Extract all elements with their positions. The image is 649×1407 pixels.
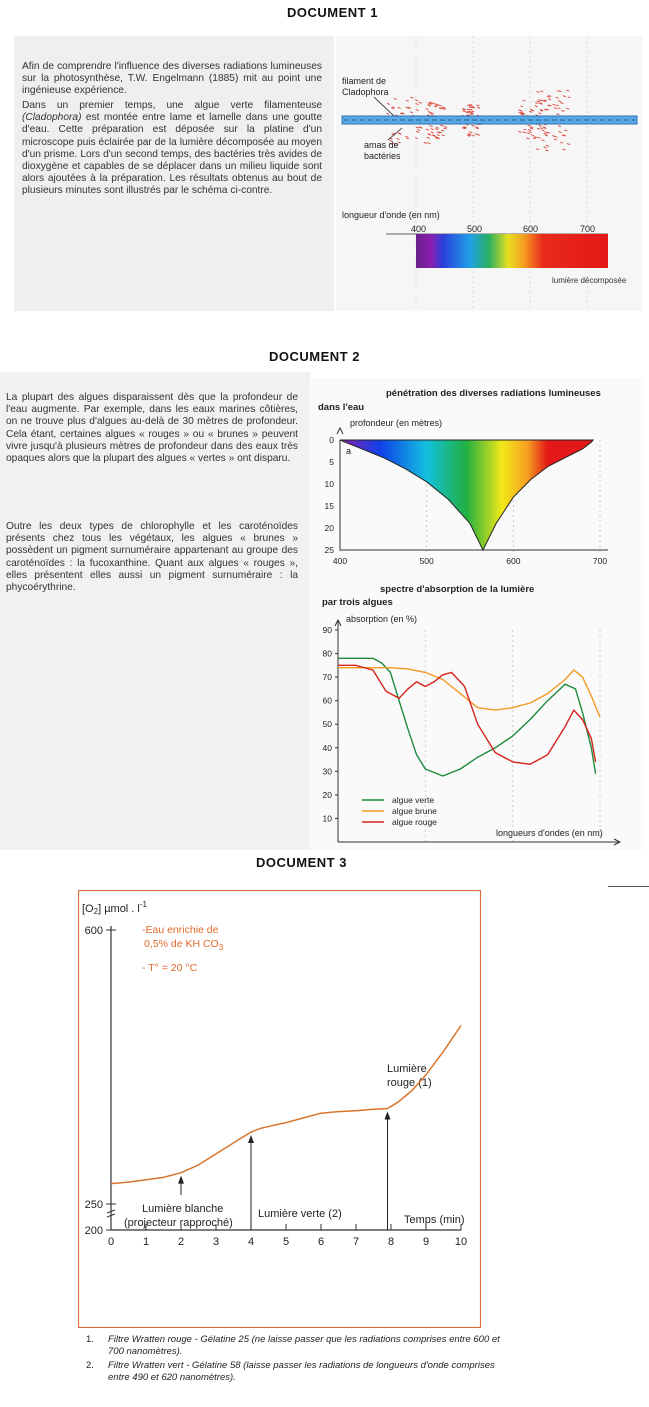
depth-chart-ylabel: profondeur (en mètres): [350, 418, 443, 428]
depth-penetration-chart: [310, 378, 644, 578]
absorption-chart-title-1: spectre d'absorption de la lumière: [380, 584, 535, 595]
doc1-title: DOCUMENT 1: [287, 5, 378, 20]
absorption-y-tick-label: 80: [322, 648, 332, 659]
footnote-1-text: Filtre Wratten rouge - Gélatine 25 (ne laisse passer que les radiations comprises entre 600 et 700 nanomètres).: [108, 1334, 500, 1357]
doc2-pigment-paragraph: Outre les deux types de chlorophylle et les caroténoïdes présents chez tous les végétaux, les algues « brunes » possèdent un pigment surnuméraire appartenant au groupe des caroténoïdes : la fucoxanthine. Quant aux algues « rouges », elles présentent elles aussi un pigment surnuméraire : la phycoérythrine.: [6, 521, 298, 594]
oxygen-y-tick-label: 200: [84, 1225, 103, 1237]
depth-y-tick-label: 5: [329, 457, 334, 467]
oxygen-x-tick-label: 3: [212, 1236, 220, 1248]
depth-chart-marker: a: [346, 446, 352, 456]
event-white-light-2: (projecteur rapproché): [124, 1217, 233, 1229]
oxygen-y-tick-label: 250: [84, 1199, 103, 1211]
oxygen-chart-ylabel: [O2] µmol . $l^{-1}$: [82, 900, 147, 916]
spectrum-label: lumière décomposée: [552, 276, 627, 285]
footnote-1: [86, 1334, 516, 1358]
doc1-method-text-c: est montée entre lame et lamelle dans une goutte d'eau. Cette préparation est déposée sur la platine d'un microscope puis éclairée par de la lumière décomposée au moyen d'un prisme. Lors d'un second temps, des bactéries très avides de dioxygène et capables de se déplacer dans un milieu liquide sont alors ajoutées à la préparation. Les résultats obtenus au bout de plusieurs minutes sont illustrés par le schéma ci-contre.: [22, 112, 322, 197]
depth-y-tick-label: 25: [324, 545, 334, 555]
oxygen-x-tick-label: 5: [282, 1236, 290, 1248]
wavelength-tick-400: 400: [411, 224, 427, 234]
event-white-light-1: Lumière blanche: [142, 1203, 224, 1215]
wavelength-tick-700: 700: [580, 224, 596, 234]
depth-x-tick-label: 700: [592, 556, 608, 566]
doc1-method-text-a: Dans un premier temps, une algue verte filamenteuse: [22, 100, 322, 111]
footnote-2-text: Filtre Wratten vert - Gélatine 58 (laisse passer les radiations de longueurs d'onde comprises entre 490 et 620 nanomètres).: [108, 1360, 495, 1383]
absorption-chart-xlabel: longueurs d'ondes (en nm): [496, 828, 603, 838]
absorption-y-tick-label: 90: [322, 625, 332, 635]
absorption-y-tick-label: 30: [322, 766, 332, 777]
filament-label-2: Cladophora: [342, 87, 389, 97]
oxygen-chart-frame: [79, 891, 481, 1328]
decomposed-spectrum: [416, 234, 608, 268]
oxygen-y-tick-label: 600: [84, 925, 103, 937]
depth-y-tick-label: 10: [324, 479, 334, 489]
oxygen-x-tick-label: 2: [177, 1236, 185, 1248]
oxygen-x-tick-label: 6: [317, 1236, 325, 1248]
absorption-spectrum-chart: [310, 578, 644, 850]
absorption-y-tick-label: 40: [322, 742, 332, 753]
depth-chart-title-2: dans l'eau: [318, 402, 365, 413]
depth-x-tick-label: 600: [506, 556, 521, 566]
footnote-2-number: 2.: [86, 1360, 94, 1371]
depth-x-tick-label: 400: [332, 556, 348, 566]
doc1-method-paragraph: [22, 100, 322, 198]
oxygen-annotation-3: - T° = 20 °C: [142, 962, 198, 974]
absorption-chart-ylabel: absorption (en %): [346, 614, 418, 624]
footnote-1-number: 1.: [86, 1334, 94, 1345]
event-green-light: Lumière verte (2): [258, 1208, 342, 1220]
bacteria-label-2: bactéries: [364, 151, 401, 161]
depth-y-tick-label: 15: [324, 501, 334, 511]
oxygen-x-tick-label: 8: [387, 1236, 395, 1248]
oxygen-x-tick-label: 10: [454, 1236, 468, 1248]
event-red-light-2: rouge (1): [387, 1077, 432, 1089]
event-red-light-1: Lumière: [387, 1063, 427, 1075]
footnote-2: [86, 1360, 516, 1384]
absorption-y-tick-label: 60: [322, 695, 332, 706]
depth-y-tick-label: 20: [324, 523, 334, 533]
wavelength-tick-500: 500: [467, 224, 483, 234]
absorption-chart-title-2: par trois algues: [322, 597, 393, 608]
oxygen-x-tick-label: 0: [107, 1236, 115, 1248]
doc3-footnotes: [86, 1334, 516, 1386]
engelmann-figure: [336, 36, 642, 311]
absorption-y-tick-label: 50: [322, 719, 332, 730]
oxygen-x-tick-label: 7: [352, 1236, 360, 1248]
absorption-y-tick-label: 70: [322, 672, 332, 683]
oxygen-annotation-2: 0,5% de KH $CO_3$: [144, 938, 224, 952]
wavelength-tick-600: 600: [523, 224, 539, 234]
wavelength-axis-label: longueur d'onde (en nm): [342, 210, 440, 220]
oxygen-x-tick-label: 1: [142, 1236, 150, 1248]
depth-x-tick-label: 500: [419, 556, 434, 566]
legend-label: algue verte: [392, 795, 435, 805]
doc1-intro-paragraph: [22, 61, 322, 98]
doc1-method-species: (Cladophora): [22, 112, 82, 124]
depth-chart-title-1: pénétration des diverses radiations lumineuses: [386, 388, 601, 399]
oxygen-x-tick-label: 9: [422, 1236, 430, 1248]
oxygen-x-axis-label: Temps (min): [404, 1214, 465, 1226]
legend-label: algue brune: [392, 806, 437, 816]
absorption-y-tick-label: 20: [322, 789, 332, 800]
oxygen-time-chart: [78, 890, 481, 1328]
doc2-title: DOCUMENT 2: [269, 349, 360, 364]
oxygen-annotation-1: -Eau enrichie de: [142, 924, 219, 936]
filament-label-1: filament de: [342, 76, 387, 86]
oxygen-x-tick-label: 4: [247, 1236, 255, 1248]
bacteria-label-1: amas de: [364, 140, 399, 150]
doc3-rule: [608, 886, 649, 887]
legend-label: algue rouge: [392, 817, 437, 827]
absorption-y-tick-label: 10: [322, 813, 332, 824]
depth-y-tick-label: 0: [329, 435, 334, 445]
doc2-depth-paragraph: La plupart des algues disparaissent dès que la profondeur de l'eau augmente. Par exemple, dans les eaux marines côtières, on ne trouve plus d'algues au-delà de 30 mètres de profondeur. Cela étant, certaines algues « rouges » ou « brunes » peuvent vivre jusqu'à plusieurs mètres de profondeur dans des eaux très opaques alors que la plupart des algues « vertes » ont disparu.: [6, 392, 298, 465]
doc3-title: DOCUMENT 3: [256, 855, 347, 870]
doc1-intro-text: Afin de comprendre l'influence des diverses radiations lumineuses sur la photosynthèse, T.W. Engelmann (1885) mit au point une ingénieuse expérience.: [22, 61, 322, 97]
